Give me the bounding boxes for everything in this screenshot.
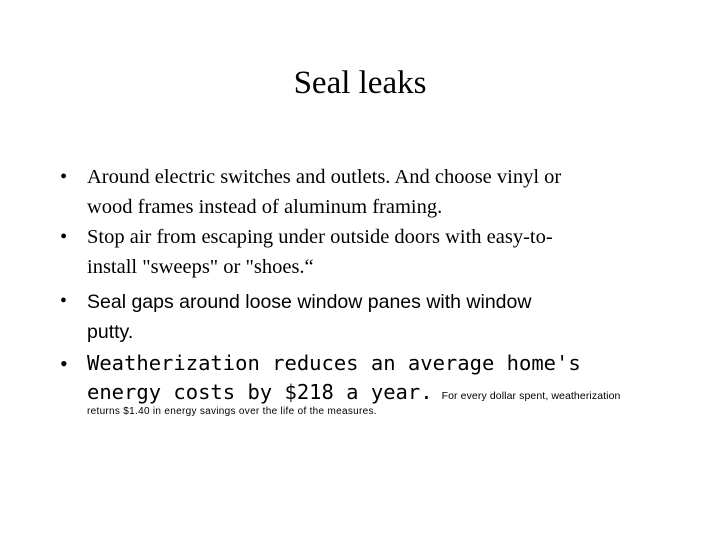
bullet-text (87, 222, 667, 282)
bullet-line: wood frames instead of aluminum framing. (87, 196, 443, 218)
bullet-text (87, 287, 667, 347)
slide-title: Seal leaks (293, 65, 427, 101)
bullet-line-main: energy costs by $218 a year. (87, 380, 433, 404)
bullet-icon: • (60, 226, 68, 248)
bullet-line: Seal gaps around loose window panes with window (87, 291, 532, 313)
bullet-line: putty. (87, 321, 134, 343)
bullet-icon: • (60, 291, 67, 312)
bullet-icon: • (60, 351, 68, 376)
bullet-text (87, 349, 667, 411)
bullet-line: install "sweeps" or "shoes.“ (87, 256, 314, 278)
bullet-icon: • (60, 166, 68, 188)
bullet-text (87, 162, 667, 222)
bullet-line: Weatherization reduces an average home's (87, 351, 581, 375)
bullet-line: Around electric switches and outlets. And choose vinyl or (87, 166, 562, 188)
savings-note-end: returns $1.40 in energy savings over the life of the measures. (87, 406, 377, 417)
savings-note-start: For every dollar spent, weatherization (441, 390, 621, 402)
bullet-line: Stop air from escaping under outside doors with easy-to- (87, 226, 553, 248)
